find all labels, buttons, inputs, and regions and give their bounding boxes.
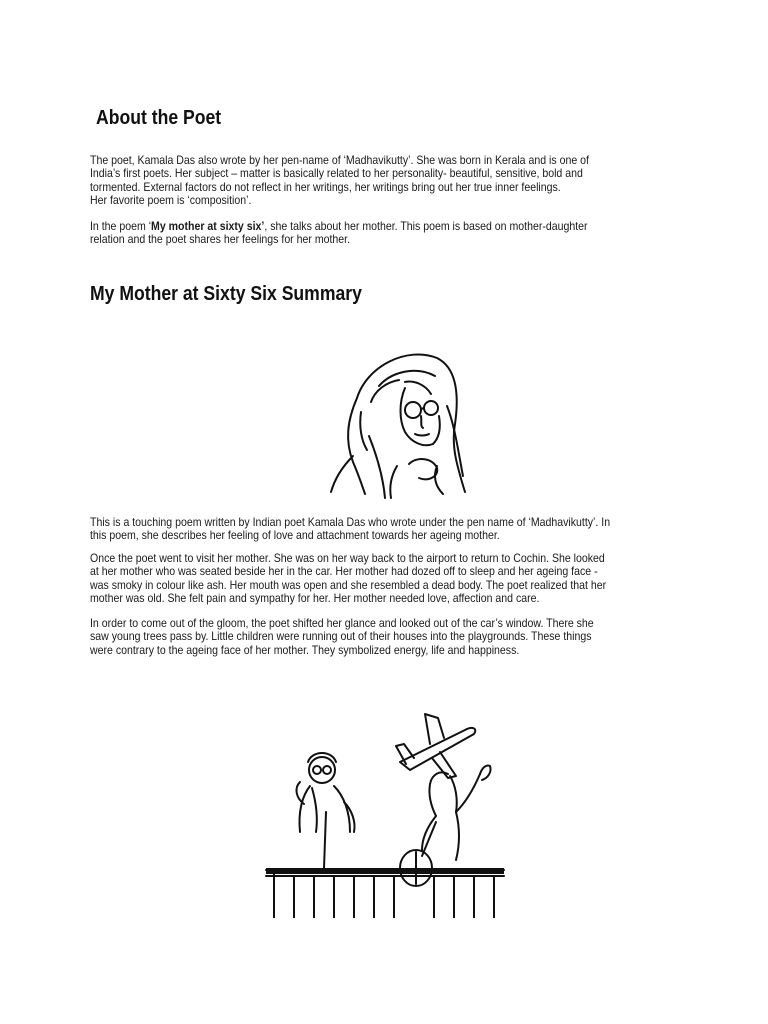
text-rest: , she talks about her mother. This poem is based on mother-daughter <box>264 219 588 233</box>
sleeping-mother-illustration <box>287 316 483 512</box>
text-prefix: In the poem ‘ <box>90 219 152 233</box>
summary-paragraph-2 <box>90 552 688 606</box>
text-line: The poet, Kamala Das also wrote by her pen-name of ‘Madhavikutty’. She was born in Kerala and is one of <box>90 153 589 167</box>
text-line: this poem, she describes her feeling of love and attachment towards her ageing mother. <box>90 528 500 543</box>
text-line: at her mother who was seated beside her in the car. Her mother had dozed off to sleep and her ageing face - <box>90 564 598 579</box>
text-line: This is a touching poem written by Indian poet Kamala Das who wrote under the pen name of ‘Madhavikutty’. In <box>90 515 611 529</box>
poem-intro-paragraph <box>90 220 688 247</box>
summary-paragraph-1 <box>90 516 688 543</box>
text-line: were contrary to the ageing face of her mother. They symbolized energy, life and happiness. <box>90 642 520 657</box>
about-poet-paragraph <box>90 154 688 208</box>
text-line: tormented. External factors do not reflect in her writings, her writings bring out her true inner feelings. <box>90 179 561 194</box>
summary-paragraph-3 <box>90 617 688 657</box>
text-line: mother was old. She felt pain and sympathy for her. Her mother needed love, affection and care. <box>90 591 540 606</box>
airport-farewell-illustration <box>260 692 510 918</box>
poem-title-bold: My mother at sixty six’ <box>151 219 265 233</box>
about-poet-heading: About the Poet <box>96 107 222 129</box>
airport-farewell-drawing <box>260 692 510 918</box>
text-line: In order to come out of the gloom, the poet shifted her glance and looked out of the car’s window. There she <box>90 616 594 630</box>
text-line: was smoky in colour like ash. Her mouth was open and she resembled a dead body. The poet realized that her <box>90 577 607 592</box>
text-line: relation and the poet shares her feelings for her mother. <box>90 232 351 247</box>
text-line: saw young trees pass by. Little children were running out of their houses into the playgrounds. These things <box>90 629 592 644</box>
text-line: Her favorite poem is ‘composition’. <box>90 193 252 208</box>
text-line <box>90 220 688 233</box>
text-line: Once the poet went to visit her mother. She was on her way back to the airport to return to Cochin. She looked <box>90 551 605 565</box>
summary-heading: My Mother at Sixty Six Summary <box>90 283 362 305</box>
text-line: India’s first poets. Her subject – matter is basically related to her personality- beautiful, sensitive, bold and <box>90 166 583 181</box>
sleeping-mother-drawing <box>287 316 483 512</box>
